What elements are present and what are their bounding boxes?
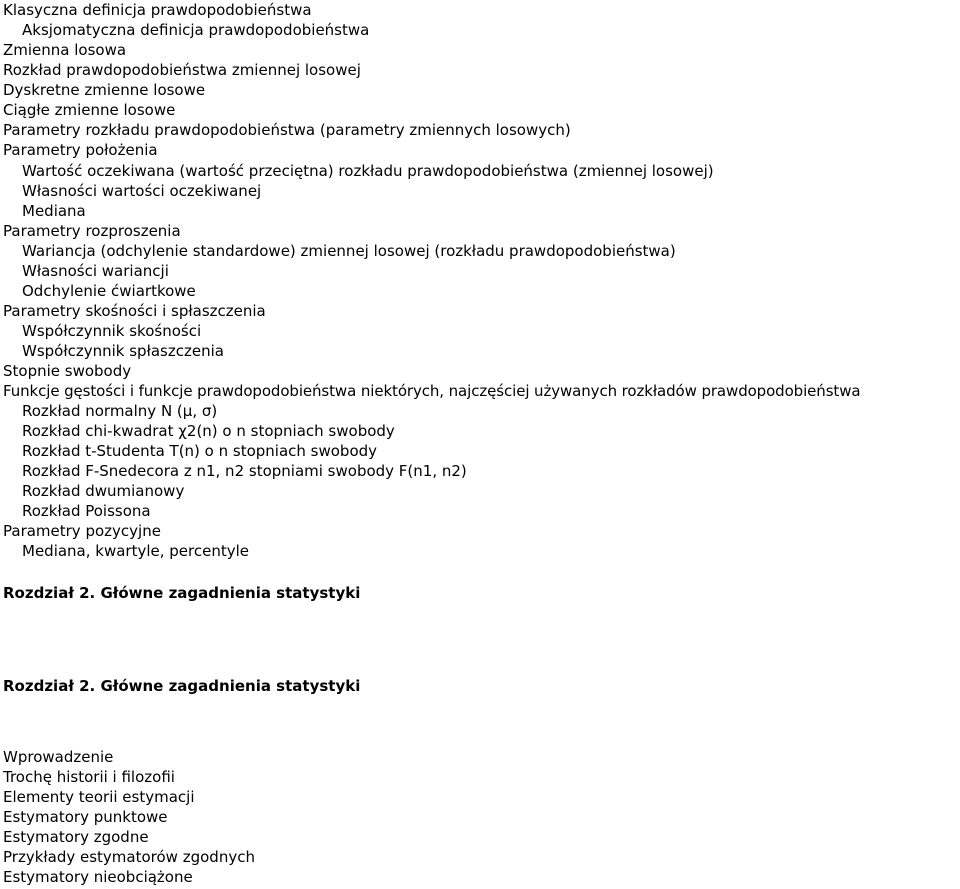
toc-line: Dyskretne zmienne losowe bbox=[3, 81, 206, 99]
toc-line: Rozkład dwumianowy bbox=[22, 482, 185, 500]
toc-line: Parametry rozproszenia bbox=[3, 222, 181, 240]
section-line: Elementy teorii estymacji bbox=[3, 788, 195, 806]
toc-line: Współczynnik skośności bbox=[22, 322, 202, 340]
toc-line: Zmienna losowa bbox=[3, 41, 127, 59]
toc-line: Ciągłe zmienne losowe bbox=[3, 101, 176, 119]
section-line: Przykłady estymatorów zgodnych bbox=[3, 848, 255, 866]
toc-line: Stopnie swobody bbox=[3, 362, 132, 380]
toc-line: Wartość oczekiwana (wartość przeciętna) rozkładu prawdopodobieństwa (zmiennej losowej) bbox=[22, 162, 714, 180]
section-line: Trochę historii i filozofii bbox=[3, 768, 175, 786]
section-line: Estymatory nieobciążone bbox=[3, 868, 193, 886]
toc-line: Rozkład prawdopodobieństwa zmiennej losowej bbox=[3, 61, 361, 79]
toc-line: Parametry rozkładu prawdopodobieństwa (parametry zmiennych losowych) bbox=[3, 121, 571, 139]
toc-line: Rozkład normalny N (μ, σ) bbox=[22, 402, 218, 420]
toc-line: Własności wartości oczekiwanej bbox=[22, 182, 262, 200]
toc-line: Funkcje gęstości i funkcje prawdopodobieństwa niektórych, najczęściej używanych rozkładów prawdopodobieństwa bbox=[3, 382, 861, 400]
toc-line: Współczynnik spłaszczenia bbox=[22, 342, 224, 360]
toc-line: Mediana, kwartyle, percentyle bbox=[22, 542, 250, 560]
chapter-heading: Rozdział 2. Główne zagadnienia statystyki bbox=[3, 677, 361, 695]
toc-line: Rozkład Poissona bbox=[22, 502, 151, 520]
toc-line: Wariancja (odchylenie standardowe) zmiennej losowej (rozkładu prawdopodobieństwa) bbox=[22, 242, 676, 260]
toc-line: Aksjomatyczna definicja prawdopodobieństwa bbox=[22, 21, 370, 39]
section-line: Wprowadzenie bbox=[3, 748, 114, 766]
chapter-heading: Rozdział 2. Główne zagadnienia statystyki bbox=[3, 584, 361, 602]
toc-line: Parametry położenia bbox=[3, 141, 158, 159]
toc-line: Parametry skośności i spłaszczenia bbox=[3, 302, 266, 320]
toc-line: Rozkład chi-kwadrat χ2(n) o n stopniach swobody bbox=[22, 422, 395, 440]
toc-line: Parametry pozycyjne bbox=[3, 522, 161, 540]
section-line: Estymatory punktowe bbox=[3, 808, 168, 826]
toc-line: Klasyczna definicja prawdopodobieństwa bbox=[3, 1, 312, 19]
toc-line: Własności wariancji bbox=[22, 262, 169, 280]
toc-line: Mediana bbox=[22, 202, 86, 220]
section-line: Estymatory zgodne bbox=[3, 828, 149, 846]
toc-line: Rozkład t-Studenta T(n) o n stopniach swobody bbox=[22, 442, 378, 460]
toc-line: Odchylenie ćwiartkowe bbox=[22, 282, 196, 300]
toc-line: Rozkład F-Snedecora z n1, n2 stopniami swobody F(n1, n2) bbox=[22, 462, 467, 480]
